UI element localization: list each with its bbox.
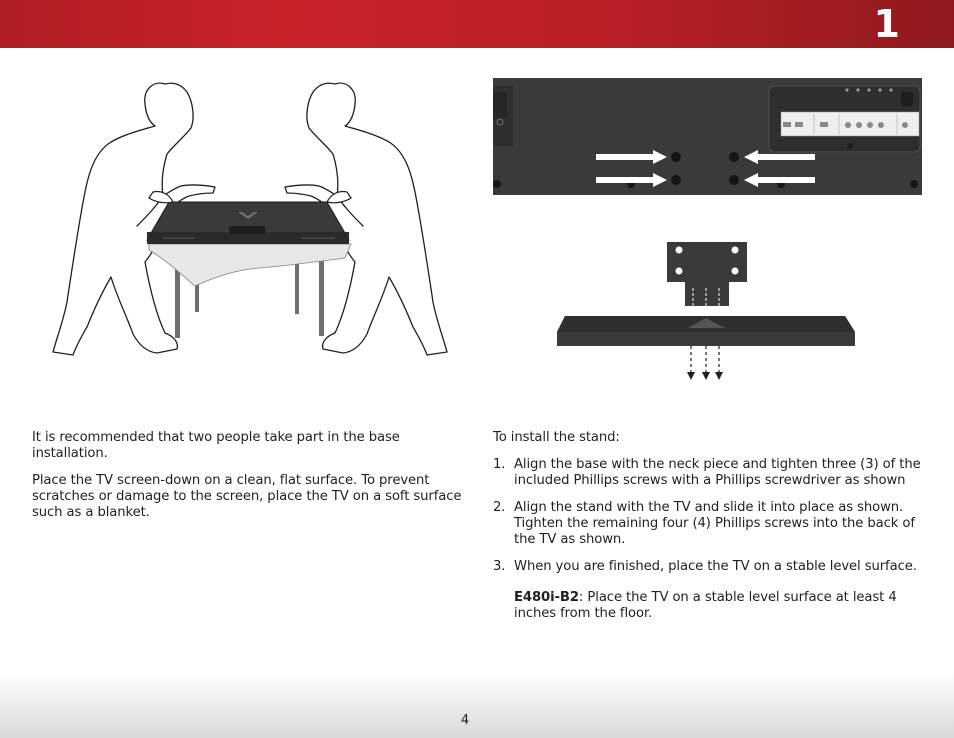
model-note-text: : Place the TV on a stable level surface at least 4 inches from the floor.	[514, 590, 897, 621]
page-number: 4	[460, 713, 470, 728]
model-name: E480i-B2	[514, 590, 579, 605]
install-steps-list	[493, 457, 933, 586]
step-number: 1.	[493, 457, 506, 472]
step-text: When you are finished, place the TV on a stable level surface.	[514, 559, 917, 574]
model-note	[514, 590, 934, 622]
install-intro: To install the stand:	[493, 430, 620, 445]
list-item	[493, 500, 933, 548]
tv-back-panel-icon	[493, 78, 922, 195]
placement-paragraph: Place the TV screen-down on a clean, flat surface. To prevent scratches or damage to the screen, place the TV on a soft surface such as a blanket.	[32, 473, 462, 520]
intro-paragraph: It is recommended that two people take part in the base installation.	[32, 430, 400, 461]
two-people-placing-tv-on-table-icon	[45, 72, 455, 362]
stand-assembly-icon	[555, 236, 855, 386]
step-number: 3.	[493, 559, 506, 574]
list-item	[493, 559, 933, 575]
step-text: Align the stand with the TV and slide it into place as shown. Tighten the remaining four (4) Phillips screws into the back of the TV as shown.	[514, 500, 915, 547]
header-bar	[0, 0, 954, 48]
list-item	[493, 457, 933, 489]
footer-band	[0, 672, 954, 738]
chapter-number: 1	[873, 2, 900, 46]
step-number: 2.	[493, 500, 506, 515]
step-text: Align the base with the neck piece and tighten three (3) of the included Phillips screws with a Phillips screwdriver as shown	[514, 457, 921, 488]
